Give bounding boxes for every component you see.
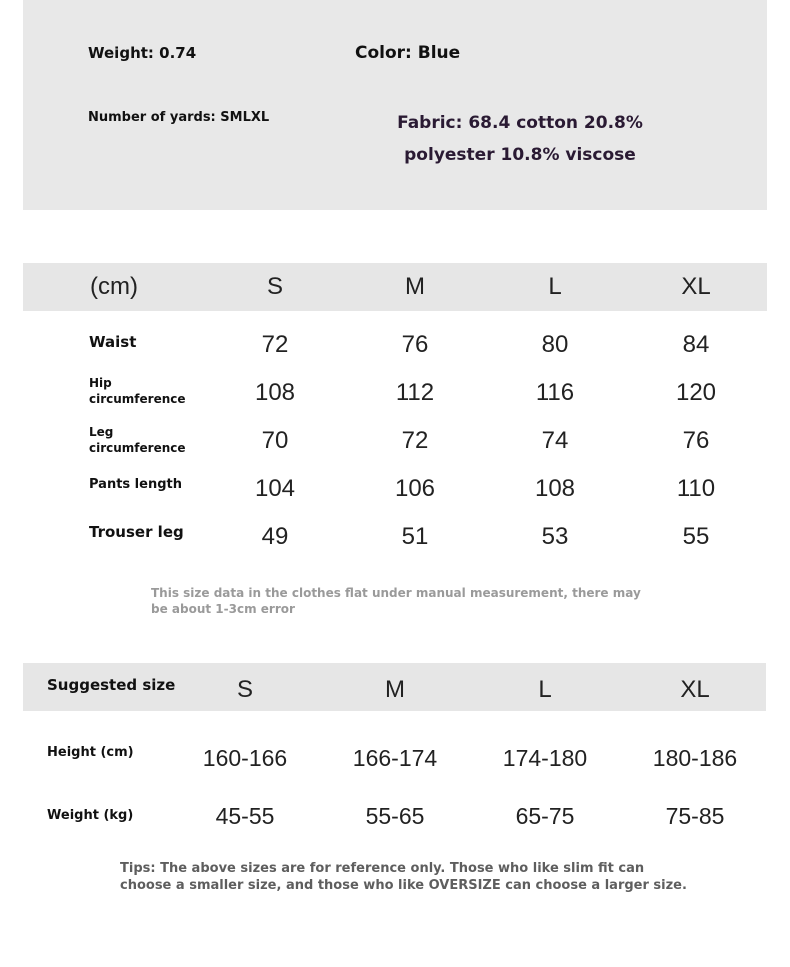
row-label-hip: Hip circumference xyxy=(89,376,186,406)
suggested-header-s: S xyxy=(236,676,253,703)
table-cell: 160-166 xyxy=(202,745,288,771)
weight-text: Weight: 0.74 xyxy=(88,44,197,62)
unit-header: (cm) xyxy=(90,273,138,300)
table-cell: 51 xyxy=(401,523,429,550)
table-cell: 108 xyxy=(254,379,296,406)
product-info-panel xyxy=(23,0,767,210)
table-cell: 55 xyxy=(682,523,710,550)
color-text: Color: Blue xyxy=(355,43,461,63)
size-header-m: M xyxy=(405,273,425,300)
table-cell: 55-65 xyxy=(365,803,425,829)
table-cell: 53 xyxy=(541,523,569,550)
row-label-waist: Waist xyxy=(89,333,137,351)
fabric-text: Fabric: 68.4 cotton 20.8% polyester 10.8% viscose xyxy=(397,113,643,165)
table-cell: 72 xyxy=(261,331,289,358)
table-cell: 116 xyxy=(535,379,575,406)
table-cell: 104 xyxy=(254,475,296,502)
suggested-header-l: L xyxy=(538,676,552,703)
suggested-size-title: Suggested size xyxy=(47,676,176,694)
table-cell: 76 xyxy=(682,427,710,454)
table-cell: 70 xyxy=(261,427,289,454)
table-cell: 75-85 xyxy=(665,803,725,829)
table-cell: 120 xyxy=(675,379,717,406)
table-cell: 45-55 xyxy=(215,803,275,829)
size-header-s: S xyxy=(266,273,283,300)
size-header-l: L xyxy=(548,273,562,300)
size-header-xl: XL xyxy=(681,273,711,300)
suggested-header-xl: XL xyxy=(680,676,710,703)
row-label-pants-length: Pants length xyxy=(89,477,182,492)
table-cell: 84 xyxy=(682,331,710,358)
table-cell: 108 xyxy=(534,475,576,502)
table-cell: 80 xyxy=(541,331,569,358)
tips-text: Tips: The above sizes are for reference only. Those who like slim fit can choose a smaller size, and those who like OVERSIZE can choose a larger size. xyxy=(120,861,687,893)
table-cell: 72 xyxy=(401,427,429,454)
table-cell: 112 xyxy=(395,379,435,406)
table-cell: 110 xyxy=(676,475,716,502)
table-cell: 49 xyxy=(261,523,289,550)
table-cell: 106 xyxy=(394,475,436,502)
row-label-leg: Leg circumference xyxy=(89,425,186,455)
table-cell: 74 xyxy=(541,427,569,454)
yards-text: Number of yards: SMLXL xyxy=(88,110,270,125)
table-cell: 166-174 xyxy=(352,745,438,771)
table-cell: 174-180 xyxy=(502,745,588,771)
table-cell: 65-75 xyxy=(515,803,575,829)
suggested-header-m: M xyxy=(385,676,405,703)
table-cell: 76 xyxy=(401,331,429,358)
row-label-weight: Weight (kg) xyxy=(47,808,134,823)
table-cell: 180-186 xyxy=(652,745,738,771)
row-label-trouser-leg: Trouser leg xyxy=(89,523,184,541)
measurement-note: This size data in the clothes flat under manual measurement, there may be about 1-3cm error xyxy=(151,586,641,616)
row-label-height: Height (cm) xyxy=(47,745,134,760)
